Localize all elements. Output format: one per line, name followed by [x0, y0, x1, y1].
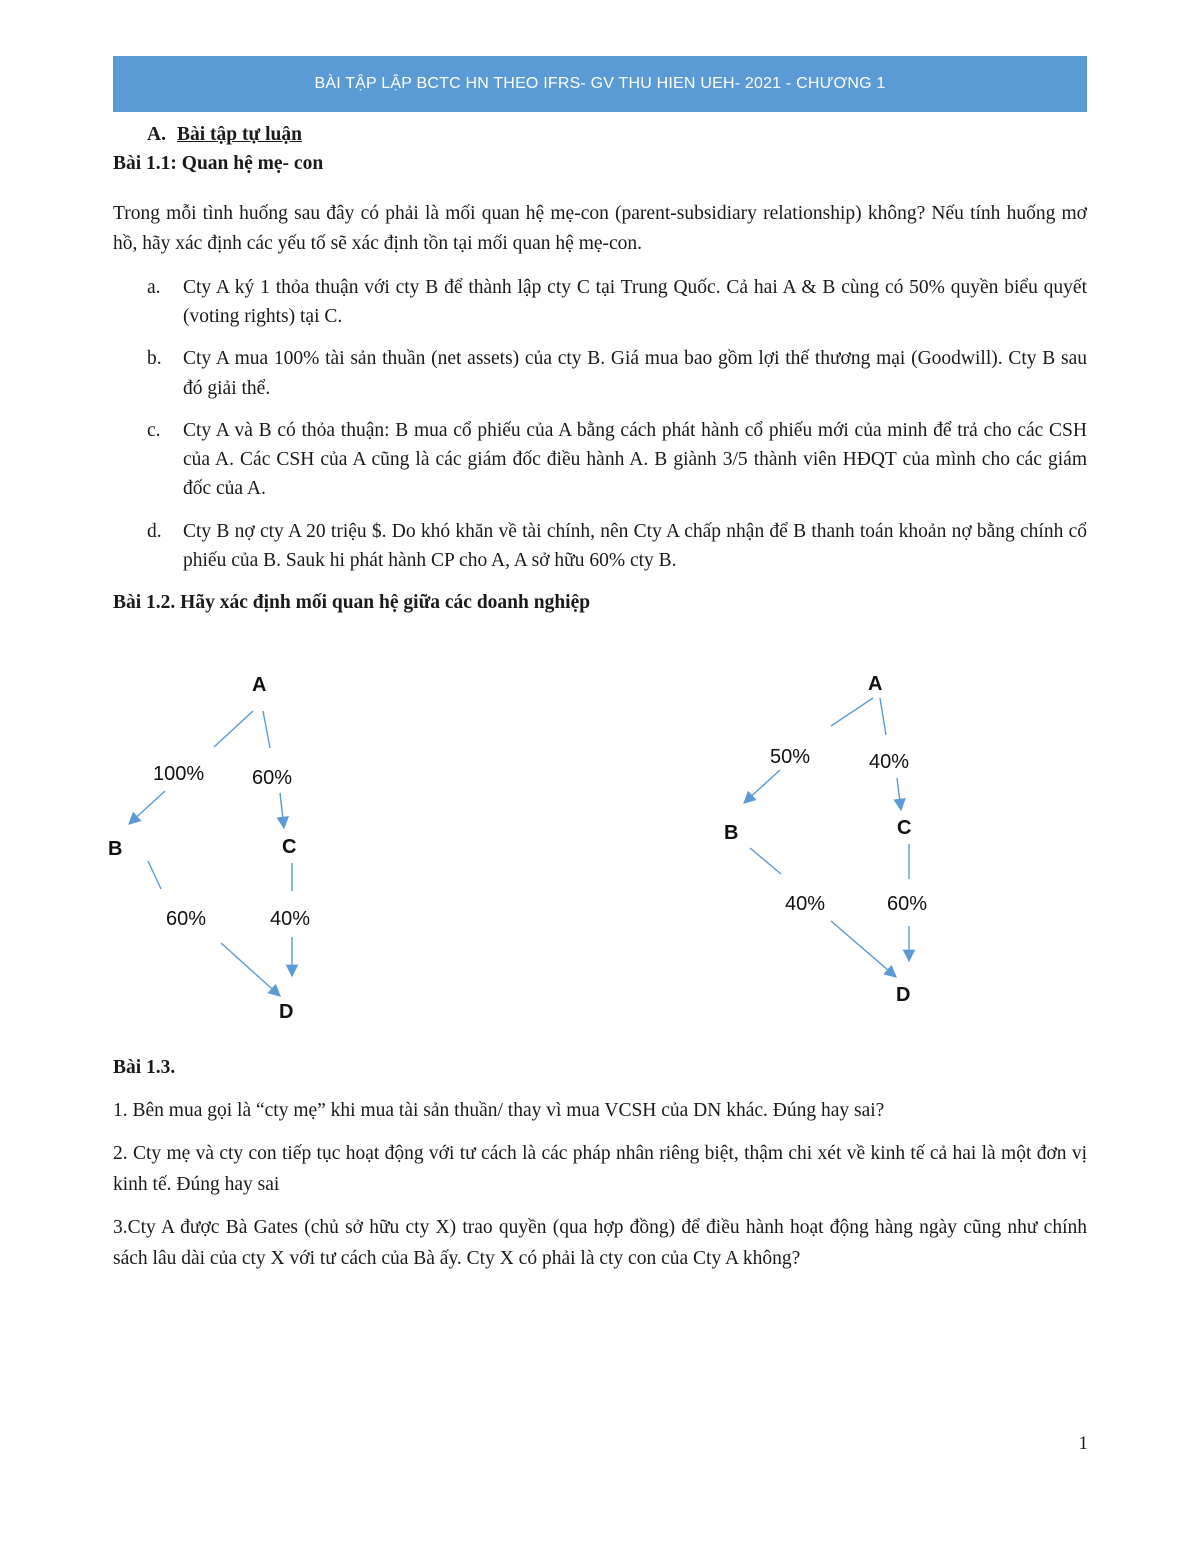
- diagram-left-edge-a-b-upper: [214, 711, 253, 747]
- diagram-left-label-a-b: 100%: [153, 763, 205, 786]
- ownership-diagrams: [108, 623, 1087, 1053]
- list-item: [113, 416, 1087, 504]
- list-item: [113, 273, 1087, 332]
- diagram-right-node-d: D: [896, 984, 911, 1007]
- section-a-letter: A.: [147, 124, 166, 145]
- section-a-title: Bài tập tự luận: [177, 124, 302, 145]
- page-header-banner: [113, 56, 1087, 112]
- exercise-1-3-question-3: 3.Cty A được Bà Gates (chủ sở hữu cty X) trao quyền (qua hợp đồng) để điều hành hoạt động hàng ngày cũng như chính sách lâu dài của cty X với tư cách của Bà ấy. Cty X có phải là cty con của Cty A không?: [113, 1217, 1087, 1270]
- diagram-left: [108, 674, 310, 1023]
- section-a-heading: [113, 120, 1087, 149]
- list-item-text: Cty A mua 100% tài sản thuần (net assets) của cty B. Giá mua bao gồm lợi thế thương mại (Goodwill). Cty B sau đó giải thể.: [183, 348, 1087, 399]
- diagram-left-edge-b-d-arrow: [221, 943, 280, 996]
- diagram-right-label-a-b: 50%: [770, 746, 811, 769]
- diagram-right-edge-a-b-arrow: [744, 770, 780, 803]
- diagram-right-node-c: C: [897, 817, 912, 840]
- ownership-diagrams-svg: [108, 623, 1087, 1053]
- diagram-right-edge-b-d-upper: [750, 848, 781, 874]
- diagram-left-node-b: B: [108, 838, 123, 861]
- diagram-right-label-c-d: 60%: [887, 893, 928, 916]
- diagram-right-node-b: B: [724, 822, 739, 845]
- list-marker: b.: [147, 348, 162, 370]
- exercise-1-3-title: Bài 1.3.: [113, 1057, 176, 1079]
- list-item-text: Cty A và B có thỏa thuận: B mua cổ phiếu của A bằng cách phát hành cổ phiếu mới của minh để trả cho các CSH của A. Các CSH của A cũng là các giám đốc điều hành A. B giành 3/5 thành viên HĐQT của mình cho các giám đốc của A.: [183, 419, 1087, 500]
- list-item-text: Cty B nợ cty A 20 triệu $. Do khó khăn về tài chính, nên Cty A chấp nhận để B thanh toán khoản nợ bằng chính cổ phiếu của B. Sauk hi phát hành CP cho A, A sở hữu 60% cty B.: [183, 520, 1087, 571]
- document-body: [108, 120, 1087, 1275]
- list-marker: d.: [147, 520, 162, 542]
- diagram-left-label-a-c: 60%: [252, 767, 293, 790]
- diagram-right-edge-b-d-arrow: [831, 921, 896, 977]
- exercise-1-1-intro: Trong mỗi tình huống sau đây có phải là mối quan hệ mẹ-con (parent-subsidiary relationship) không? Nếu tính huống mơ hồ, hãy xác định các yếu tố sẽ xác định tồn tại mối quan hệ mẹ-con.: [113, 202, 1087, 254]
- list-marker: a.: [147, 276, 161, 298]
- diagram-right-edge-a-b-upper: [831, 698, 873, 726]
- diagram-right-edge-a-c-arrow: [897, 778, 901, 810]
- list-item: [113, 517, 1087, 576]
- exercise-1-1-list: [113, 273, 1087, 575]
- diagram-left-node-c: C: [282, 836, 297, 859]
- diagram-left-node-d: D: [279, 1001, 294, 1024]
- exercise-1-2-title: Bài 1.2. Hãy xác định mối quan hệ giữa các doanh nghiệp: [113, 592, 591, 614]
- header-title: BÀI TẬP LẬP BCTC HN THEO IFRS- GV THU HIEN UEH- 2021 - CHƯƠNG 1: [314, 75, 886, 92]
- list-item-text: Cty A ký 1 thỏa thuận với cty B để thành lập cty C tại Trung Quốc. Cả hai A & B cùng có 50% quyền biểu quyết (voting rights) tại C.: [183, 276, 1087, 328]
- exercise-1-3-question-1: 1. Bên mua gọi là “cty mẹ” khi mua tài sản thuần/ thay vì mua VCSH của DN khác. Đúng hay sai?: [113, 1099, 885, 1121]
- diagram-left-edge-a-b-arrow: [129, 791, 165, 824]
- diagram-right: [724, 673, 927, 1006]
- diagram-right-label-b-d: 40%: [785, 893, 826, 916]
- diagram-right-edge-a-c-upper: [880, 698, 886, 735]
- diagram-right-node-a: A: [868, 673, 883, 696]
- diagram-left-label-b-d: 60%: [166, 908, 207, 931]
- exercise-1-3-question-2: 2. Cty mẹ và cty con tiếp tục hoạt động với tư cách là các pháp nhân riêng biệt, thậm chi xét về kinh tế cả hai là một đơn vị kinh tế. Đúng hay sai: [113, 1142, 1087, 1196]
- exercise-1-1-title: Bài 1.1: Quan hệ mẹ- con: [113, 153, 324, 175]
- page-number: 1: [1078, 1433, 1088, 1454]
- diagram-left-label-c-d: 40%: [270, 908, 311, 931]
- diagram-left-edge-a-c-upper: [263, 711, 270, 748]
- diagram-left-node-a: A: [252, 674, 267, 697]
- diagram-left-edge-a-c-arrow: [280, 793, 284, 828]
- list-marker: c.: [147, 419, 161, 441]
- diagram-left-edge-b-d-upper: [148, 861, 161, 889]
- list-item: [113, 344, 1087, 403]
- diagram-right-label-a-c: 40%: [869, 751, 910, 774]
